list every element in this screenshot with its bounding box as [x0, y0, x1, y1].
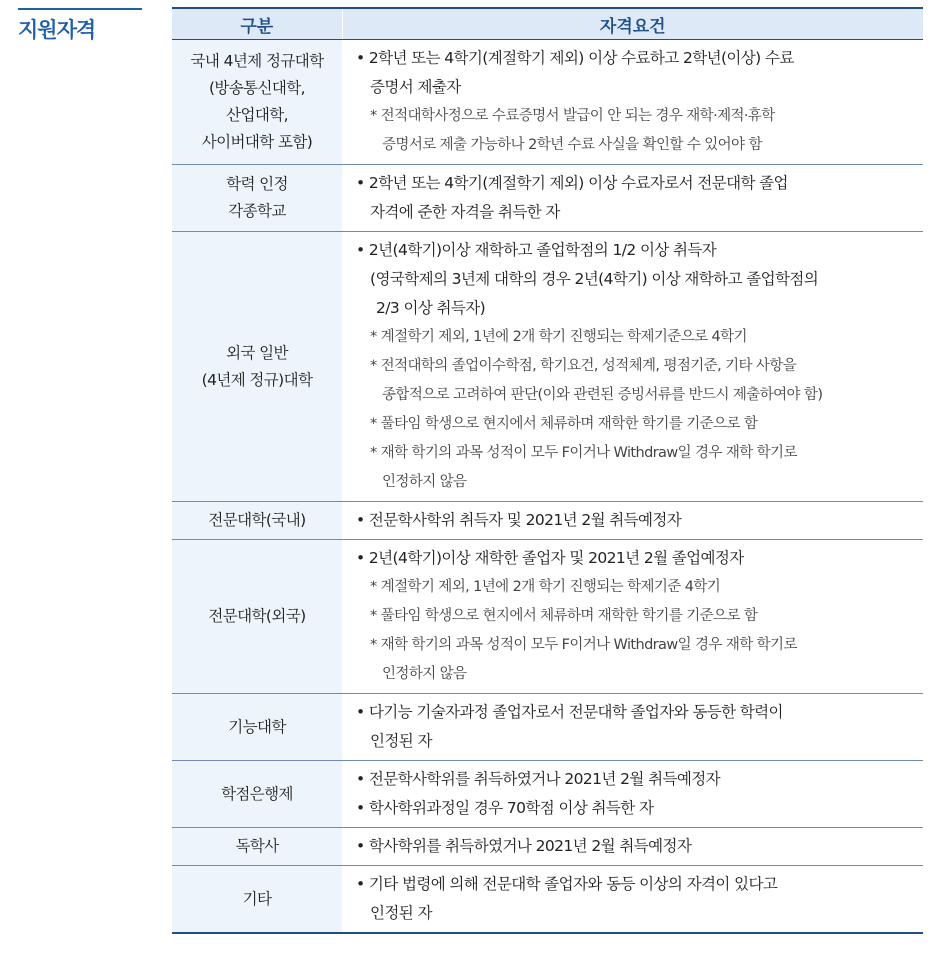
table-row — [172, 232, 923, 502]
category-cell — [172, 502, 342, 540]
category-label: 산업대학, — [226, 106, 288, 124]
requirement-note: 인정하지 않음 — [382, 474, 467, 490]
eligibility-table — [172, 7, 923, 934]
requirement-note: * 전적대학의 졸업이수학점, 학기요건, 성적체계, 평점기준, 기타 사항을 — [370, 358, 797, 374]
requirement-note: 증명서로 제출 가능하나 2학년 수료 사실을 확인할 수 있어야 함 — [382, 137, 762, 153]
requirement-note: * 풀타임 학생으로 현지에서 체류하며 재학한 학기를 기준으로 함 — [370, 416, 758, 432]
requirement-line: 인정된 자 — [370, 732, 432, 750]
category-cell — [172, 40, 342, 165]
table-row — [172, 540, 923, 694]
requirement-note: 인정하지 않음 — [382, 666, 467, 682]
header-requirements: 자격요건 — [342, 8, 923, 40]
requirement-line: • 학사학위과정일 경우 70학점 이상 취득한 자 — [356, 799, 654, 817]
category-label: (방송통신대학, — [208, 79, 305, 97]
requirement-line: • 전문학사학위를 취득하였거나 2021년 2월 취득예정자 — [356, 770, 720, 788]
requirement-note: * 재학 학기의 과목 성적이 모두 F이거나 Withdraw일 경우 재학 학기로 — [370, 445, 797, 461]
table-row — [172, 761, 923, 828]
requirement-cell — [342, 828, 923, 866]
requirement-line: 인정된 자 — [370, 904, 432, 922]
requirement-cell — [342, 761, 923, 828]
requirement-line: (영국학제의 3년제 대학의 경우 2년(4학기) 이상 재학하고 졸업학점의 — [370, 270, 819, 288]
requirement-line: • 다기능 기술자과정 졸업자로서 전문대학 졸업자와 동등한 학력이 — [356, 703, 783, 721]
requirement-cell — [342, 40, 923, 165]
table-row — [172, 828, 923, 866]
requirement-note: * 계절학기 제외, 1년에 2개 학기 진행되는 학제기준 4학기 — [370, 579, 721, 595]
requirement-line: 증명서 제출자 — [370, 78, 461, 96]
category-label: 학점은행제 — [221, 784, 293, 803]
category-label: 각종학교 — [228, 202, 286, 220]
category-cell — [172, 828, 342, 866]
category-label: (4년제 정규)대학 — [201, 370, 313, 389]
requirement-cell — [342, 866, 923, 934]
table-row — [172, 866, 923, 934]
table-body — [172, 40, 923, 934]
requirement-note: * 계절학기 제외, 1년에 2개 학기 진행되는 학제기준으로 4학기 — [370, 329, 747, 345]
category-cell — [172, 866, 342, 934]
requirement-line: • 2학년 또는 4학기(계절학기 제외) 이상 수료하고 2학년(이상) 수료 — [356, 49, 794, 67]
requirement-note: 종합적으로 고려하여 판단(이와 관련된 증빙서류를 반드시 제출하여야 함) — [382, 387, 823, 403]
requirement-note: * 풀타임 학생으로 현지에서 체류하며 재학한 학기를 기준으로 함 — [370, 608, 758, 624]
header-category: 구분 — [172, 8, 342, 40]
category-cell — [172, 165, 342, 232]
requirement-cell — [342, 502, 923, 540]
requirement-line: 2/3 이상 취득자) — [376, 299, 486, 317]
category-cell — [172, 694, 342, 761]
section-title-rule — [18, 8, 142, 10]
requirement-note: * 재학 학기의 과목 성적이 모두 F이거나 Withdraw일 경우 재학 학기로 — [370, 637, 797, 653]
requirement-note: * 전적대학사정으로 수료증명서 발급이 안 되는 경우 재학·제적·휴학 — [370, 108, 775, 124]
requirement-line: • 2학년 또는 4학기(계절학기 제외) 이상 수료자로서 전문대학 졸업 — [356, 174, 788, 192]
category-label: 학력 인정 — [226, 175, 288, 193]
category-label: 독학사 — [235, 837, 279, 855]
requirement-line: • 2년(4학기)이상 재학한 졸업자 및 2021년 2월 졸업예정자 — [356, 549, 744, 567]
category-label: 기능대학 — [228, 717, 286, 736]
requirement-line: 자격에 준한 자격을 취득한 자 — [370, 203, 560, 221]
requirement-line: • 2년(4학기)이상 재학하고 졸업학점의 1/2 이상 취득자 — [356, 241, 717, 259]
table-header-row — [172, 8, 923, 40]
table-row — [172, 694, 923, 761]
requirement-cell — [342, 694, 923, 761]
requirement-cell — [342, 232, 923, 502]
requirement-cell — [342, 540, 923, 694]
requirement-line: • 기타 법령에 의해 전문대학 졸업자와 동등 이상의 자격이 있다고 — [356, 875, 778, 893]
requirement-line: • 학사학위를 취득하였거나 2021년 2월 취득예정자 — [356, 837, 692, 855]
category-cell — [172, 761, 342, 828]
requirement-line: • 전문학사학위 취득자 및 2021년 2월 취득예정자 — [356, 511, 682, 529]
category-label: 전문대학(국내) — [208, 511, 306, 529]
category-cell — [172, 540, 342, 694]
table-row — [172, 165, 923, 232]
category-label: 기타 — [242, 889, 272, 908]
section-title: 지원자격 — [18, 18, 96, 42]
category-label: 국내 4년제 정규대학 — [190, 52, 324, 70]
category-label: 전문대학(외국) — [208, 607, 306, 625]
category-label: 사이버대학 포함) — [201, 133, 313, 151]
table-row — [172, 502, 923, 540]
category-label: 외국 일반 — [226, 343, 288, 362]
table-row — [172, 40, 923, 165]
category-cell — [172, 232, 342, 502]
requirement-cell — [342, 165, 923, 232]
